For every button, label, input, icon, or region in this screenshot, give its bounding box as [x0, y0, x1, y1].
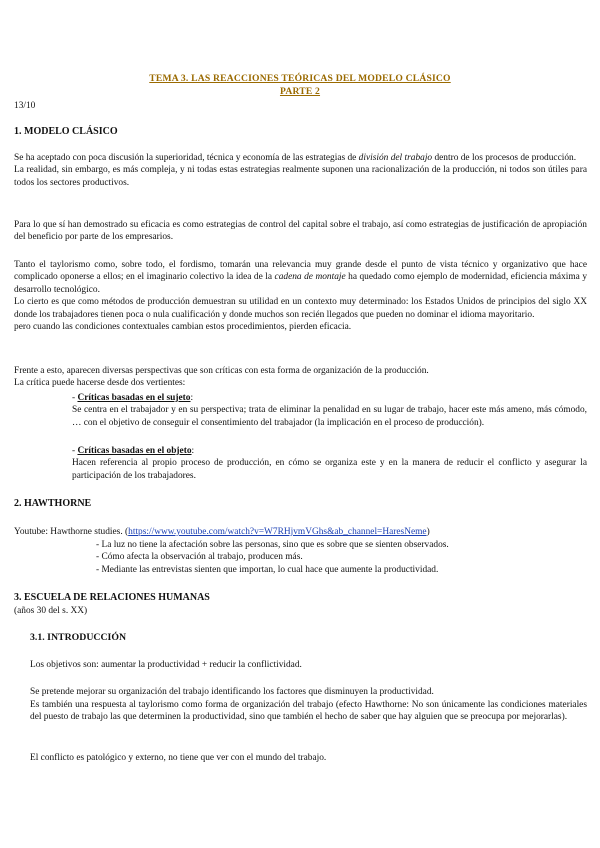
critique-object: - Críticas basadas en el objeto: Hacen referencia al propio proceso de producción, en cómo se organiza este y en la manera de reducir el conflicto y asegurar la participación de los trabajadores. — [72, 446, 587, 481]
s3-paragraph-2: Se pretende mejorar su organización del trabajo identificando los factores que disminuyen la productividad. — [30, 687, 434, 697]
s3-paragraph-1: Los objetivos son: aumentar la productividad + reducir la conflictividad. — [30, 660, 302, 670]
s1-paragraph-1: Se ha aceptado con poca discusión la superioridad, técnica y economía de las estrategias de división del trabajo dentro de los procesos de producción. La realidad, sin embargo, es más compleja, y ni todas estas estrategias realmente suponen una racionalización de la producción, ni todos son útiles para todos los sectores productivos. — [14, 153, 587, 188]
youtube-link[interactable]: https://www.youtube.com/watch?v=W7RHjvmVGhs&ab_channel=HaresNeme — [128, 527, 427, 537]
section-3-heading: 3. ESCUELA DE RELACIONES HUMANAS — [14, 592, 210, 603]
s1-paragraph-6: pero cuando las condiciones contextuales cambian estos procedimientos, pierden eficacia. — [14, 322, 352, 333]
section-1-heading: 1. MODELO CLÁSICO — [14, 126, 118, 137]
critique-subject-text: Se centra en el trabajador y en su perspectiva; trata de eliminar la penalidad en su lugar de trabajo, hacer este más ameno, más cómodo, … con el objetivo de conseguir el consentimiento del trabajador (la implicación en el proceso de producción). — [72, 405, 587, 428]
date-label: 13/10 — [14, 101, 36, 111]
section-3-1-heading: 3.1. INTRODUCCIÓN — [30, 632, 127, 643]
list-item: - Cómo afecta la observación al trabajo, producen más. — [96, 552, 303, 563]
list-item: - Mediante las entrevistas sienten que importan, lo cual hace que aumente la productividad. — [96, 564, 439, 575]
section-2-heading: 2. HAWTHORNE — [14, 498, 92, 509]
s1-paragraph-4: Tanto el taylorismo como, sobre todo, el fordismo, tomarán una relevancia muy grande desde el punto de vista técnico y organizativo que hace complicado oponerse a ellos; en el imaginario colectivo la idea de la cadena de montaje ha quedado como ejemplo de modernidad, eficiencia máxima y desarrollo tecnológico. Lo cierto es que como métodos de producción demuestran su utilidad en un contexto muy determinado: los Estados Unidos de principios del siglo XX donde los trabajadores tienen poca o nula cualificación y donde muchos son recién llegados que pueden no dominar el idioma mayoritario. pero cuando las condiciones contextuales cambian estos procedimientos, pierden eficacia. — [14, 260, 588, 333]
doc-subtitle: PARTE 2 — [279, 86, 321, 97]
s1-paragraph-2: La realidad, sin embargo, es más compleja, y ni todas estas estrategias realmente suponen una racionalización de la producción, ni todos son útiles para todos los sectores productivos. — [14, 165, 587, 188]
critique-object-title: Críticas basadas en el objeto — [77, 446, 192, 456]
list-item: - La luz no tiene la afectación sobre las personas, sino que es sobre que se sienten observados. — [96, 540, 449, 550]
s1-paragraph-5: Lo cierto es que como métodos de producción demuestran su utilidad en un contexto muy determinado: los Estados Unidos de principios del siglo XX donde los trabajadores tienen poca o nula cualificación y donde muchos son recién llegados que pueden no dominar el idioma mayoritario. — [14, 297, 587, 320]
s3-paragraph-4: El conflicto es patológico y externo, no tiene que ver con el mundo del trabajo. — [30, 753, 327, 763]
critique-object-text: Hacen referencia al propio proceso de producción, en cómo se organiza este y en la manera de reducir el conflicto y asegurar la participación de los trabajadores. — [72, 458, 587, 481]
s1-em-cadena: cadena de montaje — [274, 272, 346, 283]
doc-title: TEMA 3. LAS REACCIONES TEÓRICAS DEL MODELO CLÁSICO — [149, 73, 451, 84]
s1-paragraph-7: Frente a esto, aparecen diversas perspectivas que son críticas con esta forma de organización de la producción. La crítica puede hacerse desde dos vertientes: — [14, 365, 587, 390]
hawthorne-list — [96, 539, 576, 576]
critique-subject: - Críticas basadas en el sujeto: Se centra en el trabajador y en su perspectiva; trata de eliminar la penalidad en su lugar de trabajo, hacer este más ameno, más cómodo, … con el objetivo de conseguir el consentimiento del trabajador (la implicación en el proceso de producción). — [72, 393, 587, 428]
s3-paragraph-3: Es también una respuesta al taylorismo como forma de organización del trabajo (efecto Hawthorne: No son únicamente las condiciones materiales del puesto de trabajo las que determinen la productividad, sino que también el hecho de saber que hay alguien que se preocupa por mejorarlas). — [30, 700, 587, 723]
s1-em-division: división del trabajo — [358, 153, 433, 163]
critique-subject-title: Críticas basadas en el sujeto — [77, 393, 191, 403]
s1-paragraph-8: La crítica puede hacerse desde dos vertientes: — [14, 378, 186, 389]
youtube-reference: Youtube: Hawthorne studies. (https://www.youtube.com/watch?v=W7RHjvmVGhs&ab_channel=HaresNeme) — [14, 527, 430, 537]
s1-paragraph-3: Para lo que sí han demostrado su eficacia es como estrategias de control del capital sobre el trabajo, así como estrategias de justificación de apropiación del beneficio por parte de los empresarios. — [14, 220, 587, 243]
section-3-subtitle: (años 30 del s. XX) — [14, 606, 88, 616]
